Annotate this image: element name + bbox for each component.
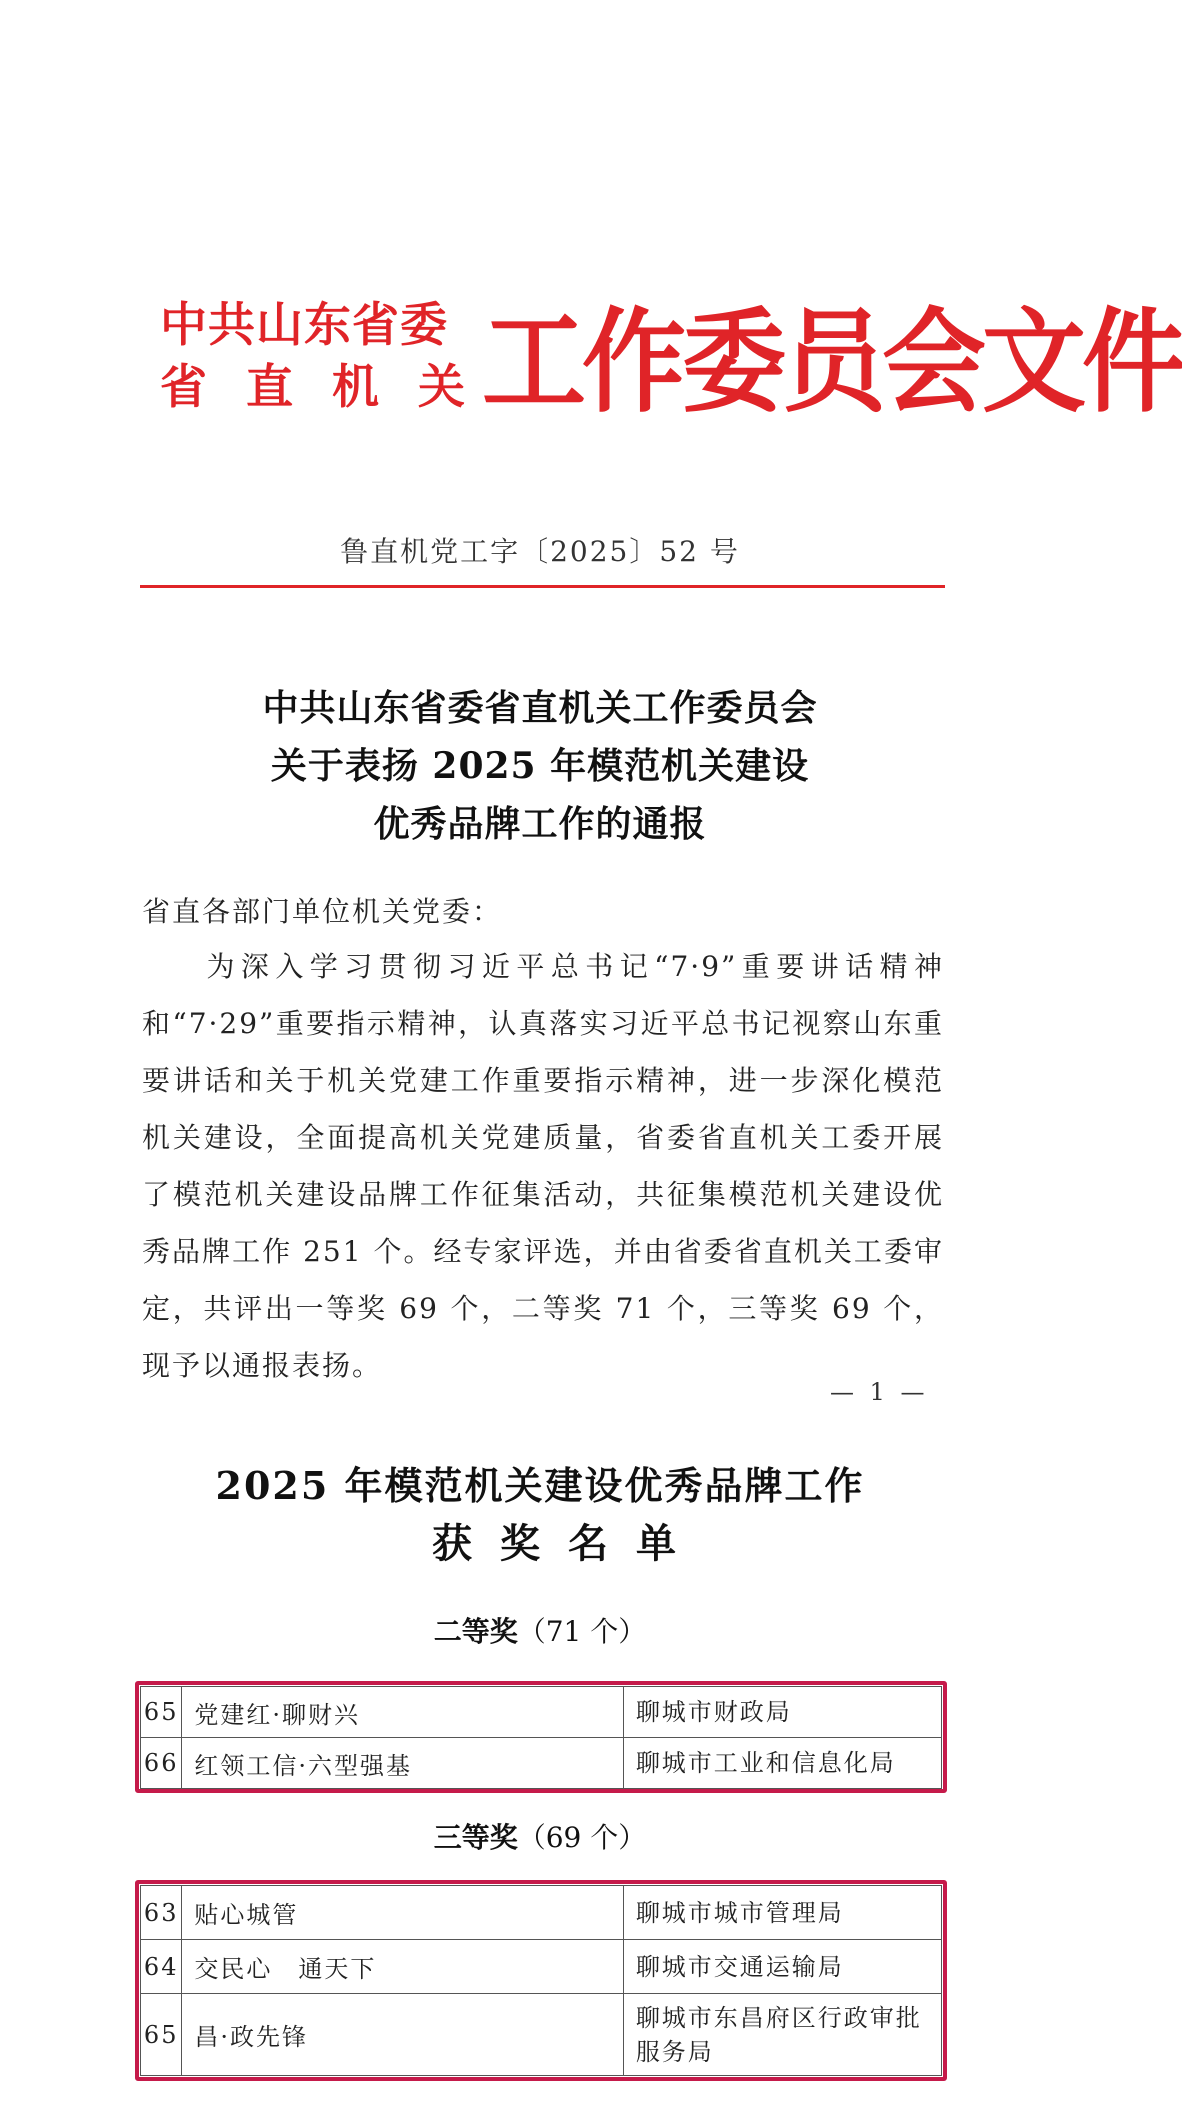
letterhead-line-1: 中共山东省委 <box>160 298 448 353</box>
brand-name: 红领工信·六型强基 <box>182 1738 623 1789</box>
second-prize-count: （71 个） <box>517 1615 647 1648</box>
second-prize-heading <box>0 1610 1080 1650</box>
row-number: 63 <box>141 1886 182 1940</box>
body-paragraph-text: 为深入学习贯彻习近平总书记“7·9”重要讲话精神和“7·29”重要指示精神，认真落实习近平总书记视察山东重要讲话和关于机关党建工作重要指示精神，进一步深化模范机关建设，全面提高机关党建质量，省委省直机关工委开展了模范机关建设品牌工作征集活动，共征集模范机关建设优秀品牌工作 251 个。经专家评选，并由省委省直机关工委审定，共评出一等奖 69 个，二等奖 71 个，三等奖 69 个，现予以通报表扬。 <box>142 950 944 1382</box>
row-number: 65 <box>141 1994 182 2076</box>
third-prize-heading <box>0 1816 1080 1856</box>
unit-name: 聊城市城市管理局 <box>623 1886 941 1940</box>
brand-name: 交民心 通天下 <box>182 1940 623 1994</box>
list-subtitle: 获奖名单 <box>432 1520 704 1567</box>
second-prize-label: 二等奖 <box>433 1615 518 1648</box>
unit-name: 聊城市财政局 <box>623 1687 941 1738</box>
page-number: — 1 — <box>830 1378 929 1406</box>
letterhead-char: 关 <box>418 360 465 415</box>
letterhead-line-2 <box>160 356 465 420</box>
list-title: 2025 年模范机关建设优秀品牌工作 <box>215 1463 865 1508</box>
third-prize-highlight-box <box>135 1880 947 2081</box>
salutation: 省直各部门单位机关党委： <box>142 895 503 928</box>
unit-name: 聊城市交通运输局 <box>623 1940 941 1994</box>
row-number: 64 <box>141 1940 182 1994</box>
unit-name: 聊城市工业和信息化局 <box>623 1738 941 1789</box>
letterhead-org-name <box>160 296 480 420</box>
title-line-1: 中共山东省委省直机关工作委员会 <box>262 687 818 729</box>
red-divider <box>140 585 945 588</box>
third-prize-label: 三等奖 <box>433 1821 518 1854</box>
row-number: 66 <box>141 1738 182 1789</box>
body-paragraph <box>142 938 944 1394</box>
letterhead-document-type: 工作委员会文件 <box>482 295 1182 429</box>
letterhead-char: 省 <box>160 360 207 415</box>
brand-name: 党建红·聊财兴 <box>182 1687 623 1738</box>
brand-name: 贴心城管 <box>182 1886 623 1940</box>
document-number: 鲁直机党工字〔2025〕52 号 <box>340 535 740 568</box>
row-number: 65 <box>141 1687 182 1738</box>
letterhead-char: 直 <box>246 360 293 415</box>
title-line-3: 优秀品牌工作的通报 <box>373 803 707 845</box>
second-prize-highlight-box <box>135 1681 947 1793</box>
third-prize-count: （69 个） <box>517 1821 647 1854</box>
brand-name: 昌·政先锋 <box>182 1994 623 2076</box>
letterhead-char: 机 <box>332 360 379 415</box>
unit-name: 聊城市东昌府区行政审批服务局 <box>623 1994 941 2076</box>
title-line-2: 关于表扬 2025 年模范机关建设 <box>270 745 810 787</box>
